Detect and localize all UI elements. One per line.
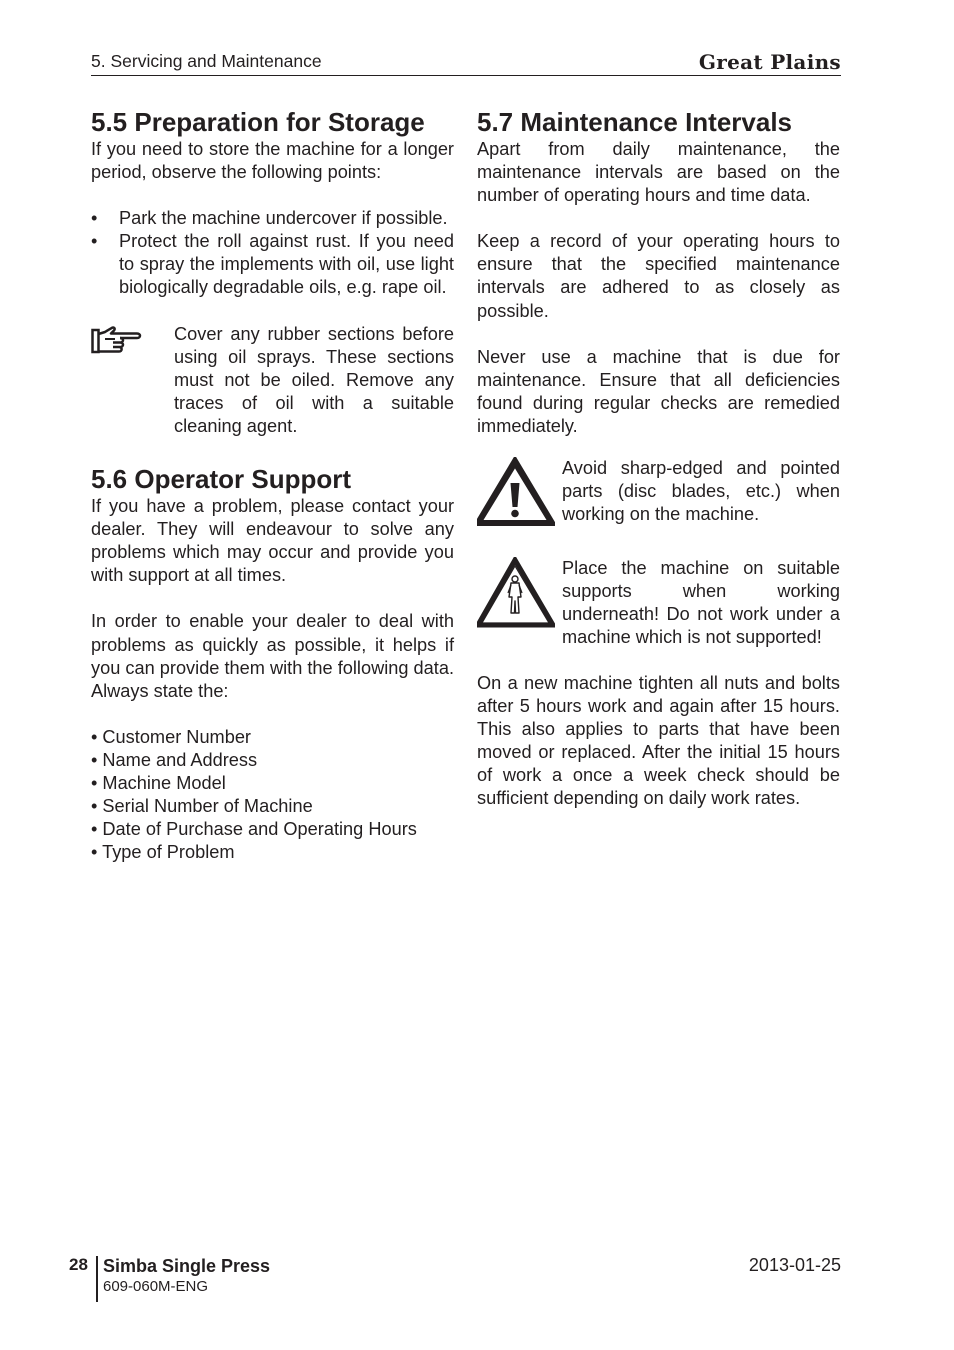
warning-supports-text: Place the machine on suitable supports when working underneath! Do not work under a machine which is not supported! bbox=[562, 558, 840, 648]
maintenance-paragraph-3: Never use a machine that is due for maintenance. Ensure that all deficiencies found during regular checks are remedied immediately. bbox=[477, 346, 840, 436]
footer-divider bbox=[96, 1256, 98, 1302]
list-item: • Park the machine undercover if possible. bbox=[91, 207, 454, 230]
section-5-7-heading: 5.7 Maintenance Intervals bbox=[477, 107, 793, 137]
support-data-list bbox=[91, 726, 454, 865]
maintenance-paragraph-1: Apart from daily maintenance, the maintenance intervals are based on the number of operating hours and time data. bbox=[477, 139, 840, 206]
storage-bullet-list bbox=[91, 207, 454, 299]
section-5-5-heading: 5.5 Preparation for Storage bbox=[91, 107, 425, 137]
brand-logo: Great Plains bbox=[698, 50, 841, 74]
footer-document-title: Simba Single Press bbox=[103, 1256, 271, 1276]
page-number: 28 bbox=[69, 1255, 88, 1274]
right-column bbox=[477, 107, 840, 810]
support-paragraph-2: In order to enable your dealer to deal with problems as quickly as possible, it helps if you can provide them with the following data. Always state the: bbox=[91, 611, 454, 701]
header-section-title: 5. Servicing and Maintenance bbox=[91, 51, 322, 71]
left-column bbox=[91, 107, 454, 864]
storage-note-text: Cover any rubber sections before using oil sprays. These sections must not be oiled. Remove any traces of oil with a suitable cleaning agent. bbox=[174, 323, 454, 436]
warning-sharp-parts-text: Avoid sharp-edged and pointed parts (disc blades, etc.) when working on the machine. bbox=[562, 458, 840, 525]
list-item: • Date of Purchase and Operating Hours bbox=[91, 819, 417, 840]
maintenance-paragraph-2: Keep a record of your operating hours to ensure that the specified maintenance intervals are adhered to as closely as possible. bbox=[477, 231, 840, 321]
list-item: • Name and Address bbox=[91, 749, 258, 770]
list-item: • Machine Model bbox=[91, 772, 226, 793]
section-5-5-intro: If you need to store the machine for a longer period, observe the following points: bbox=[91, 139, 454, 183]
storage-note bbox=[91, 323, 454, 438]
warning-sharp-parts bbox=[477, 457, 840, 533]
header-rule bbox=[91, 75, 841, 76]
support-paragraph-1: If you have a problem, please contact your dealer. They will endeavour to solve any problems which may occur and provide you with support at all times. bbox=[91, 496, 454, 586]
list-item: • Serial Number of Machine bbox=[91, 796, 313, 817]
list-item: • Protect the roll against rust. If you need to spray the implements with oil, use light biologically degradable oils, e.g. rape oil. bbox=[91, 230, 454, 299]
footer-date: 2013-01-25 bbox=[748, 1255, 841, 1275]
pointing-hand-icon bbox=[91, 323, 174, 364]
footer-document-code: 609-060M-ENG bbox=[103, 1278, 209, 1295]
crush-hazard-icon bbox=[477, 557, 562, 635]
warning-supports bbox=[477, 557, 840, 649]
section-5-6-heading: 5.6 Operator Support bbox=[91, 464, 352, 495]
list-item: • Customer Number bbox=[91, 726, 251, 747]
warning-triangle-icon bbox=[477, 457, 562, 533]
maintenance-paragraph-4: On a new machine tighten all nuts and bolts after 5 hours work and again after 15 hours. This also applies to parts that have been moved or replaced. After the initial 15 hours of work a once a week check should be sufficient depending on daily work rates. bbox=[477, 672, 840, 808]
list-item: • Type of Problem bbox=[91, 842, 235, 863]
